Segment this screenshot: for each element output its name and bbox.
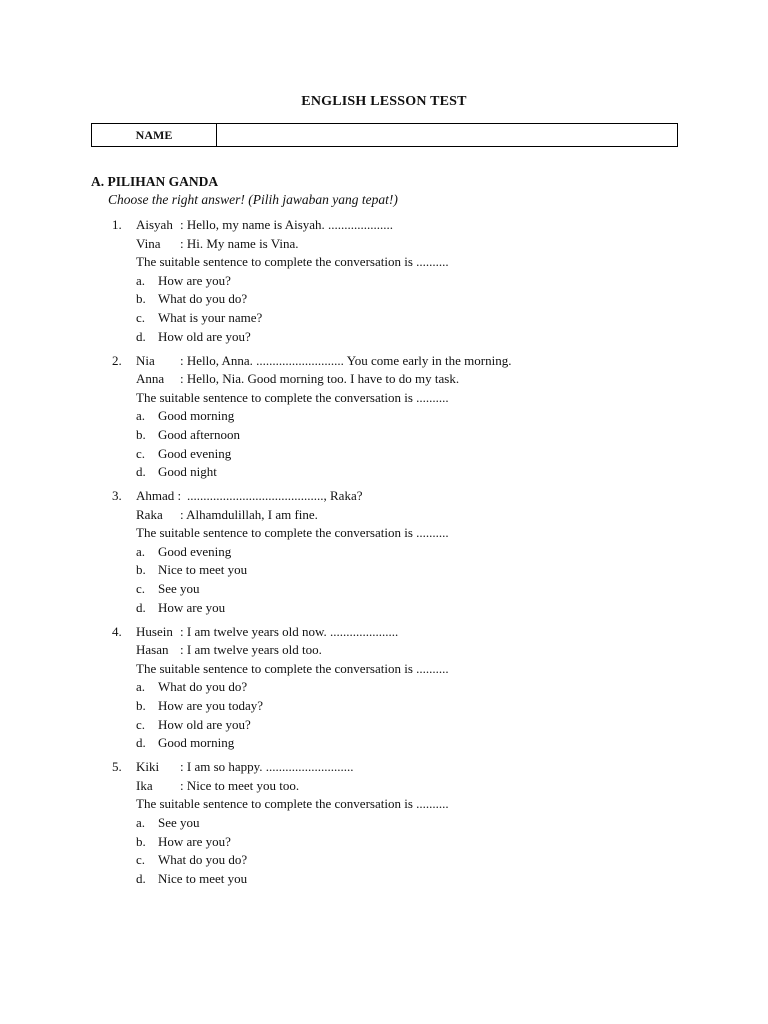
option-letter: a. [136,408,146,424]
answer-option[interactable] [0,561,768,580]
option-letter: c. [136,581,146,597]
option-letter: c. [136,445,146,461]
name-label: NAME [92,124,217,146]
speaker-text: : Nice to meet you too. [180,777,300,793]
answer-option[interactable] [0,290,768,309]
speaker-text: .........................................., Raka? [187,488,363,504]
answer-option[interactable] [0,580,768,599]
option-text: How are you today? [158,698,264,714]
answer-option[interactable] [0,870,768,889]
option-letter: c. [136,716,146,732]
question-number: 2. [112,352,122,368]
dialogue-line [0,758,768,777]
speaker-text: : Alhamdulillah, I am fine. [180,506,318,522]
speaker-text: : Hi. My name is Vina. [180,235,299,251]
answer-option[interactable] [0,328,768,347]
question-number: 4. [112,623,122,639]
question-number: 5. [112,759,122,775]
question-number: 3. [112,488,122,504]
option-text: How are you? [158,833,231,849]
question-item [0,352,768,482]
option-text: Good evening [158,445,232,461]
question-prompt: The suitable sentence to complete the conversation is .......... [136,254,449,270]
question-list [0,216,768,894]
speaker-name: Anna [136,371,165,387]
dialogue-line [0,777,768,796]
speaker-text: : I am twelve years old too. [180,642,322,658]
answer-option[interactable] [0,734,768,753]
name-field[interactable] [217,124,677,146]
dialogue-line [0,352,768,371]
option-text: What do you do? [158,852,248,868]
option-text: Nice to meet you [158,562,248,578]
speaker-name: Husein [136,623,173,639]
speaker-name: Raka [136,506,163,522]
question-item [0,216,768,346]
option-letter: a. [136,814,146,830]
question-number: 1. [112,217,122,232]
question-prompt: The suitable sentence to complete the conversation is .......... [136,796,449,812]
question-prompt: The suitable sentence to complete the conversation is .......... [136,389,449,405]
option-letter: b. [136,426,146,442]
answer-option[interactable] [0,833,768,852]
dialogue-line [0,235,768,254]
option-letter: d. [136,735,146,751]
question-prompt-line [0,389,768,408]
option-text: Good afternoon [158,426,240,442]
answer-option[interactable] [0,426,768,445]
option-text: How old are you? [158,716,251,732]
speaker-text: : I am twelve years old now. ..................... [180,623,399,639]
option-letter: d. [136,328,146,344]
answer-option[interactable] [0,445,768,464]
option-text: Good night [158,464,217,480]
option-text: What do you do? [158,679,248,695]
question-prompt-line [0,524,768,543]
option-text: What do you do? [158,291,248,307]
option-text: Nice to meet you [158,870,248,886]
option-letter: b. [136,698,146,714]
option-letter: c. [136,309,146,325]
option-text: Good evening [158,543,232,559]
answer-option[interactable] [0,716,768,735]
option-text: What is your name? [158,309,263,325]
option-letter: d. [136,599,146,615]
answer-option[interactable] [0,543,768,562]
option-text: How are you [158,599,226,615]
answer-option[interactable] [0,309,768,328]
dialogue-line [0,370,768,389]
question-prompt: The suitable sentence to complete the conversation is .......... [136,525,449,541]
speaker-name: Vina [136,235,161,251]
option-text: Good morning [158,408,235,424]
answer-option[interactable] [0,272,768,291]
speaker-name: Ahmad : [136,488,182,504]
question-item [0,758,768,888]
option-letter: a. [136,272,146,288]
option-letter: b. [136,562,146,578]
answer-option[interactable] [0,678,768,697]
speaker-text: : I am so happy. ........................... [180,759,354,775]
speaker-name: Kiki [136,759,160,775]
speaker-name: Ika [136,777,153,793]
option-text: How are you? [158,272,231,288]
option-text: See you [158,814,200,830]
section-instruction: Choose the right answer! (Pilih jawaban yang tepat!) [108,192,398,207]
option-letter: c. [136,852,146,868]
page-title: ENGLISH LESSON TEST [301,94,467,109]
option-text: See you [158,581,200,597]
dialogue-line [0,487,768,506]
section-heading: A. PILIHAN GANDA [91,174,219,189]
question-gap [0,888,768,893]
speaker-text: : Hello, Nia. Good morning too. I have to do my task. [180,371,460,387]
answer-option[interactable] [0,851,768,870]
answer-option[interactable] [0,463,768,482]
option-letter: a. [136,543,146,559]
dialogue-line [0,623,768,642]
option-letter: d. [136,464,146,480]
answer-option[interactable] [0,697,768,716]
question-prompt-line [0,795,768,814]
answer-option[interactable] [0,814,768,833]
option-letter: b. [136,291,146,307]
question-prompt: The suitable sentence to complete the conversation is .......... [136,660,449,676]
option-letter: a. [136,679,146,695]
dialogue-line [0,506,768,525]
option-text: Good morning [158,735,235,751]
name-table [91,123,678,147]
answer-option[interactable] [0,407,768,426]
dialogue-line [0,641,768,660]
speaker-name: Aisyah [136,217,173,232]
option-letter: b. [136,833,146,849]
dialogue-line [0,216,768,235]
answer-option[interactable] [0,599,768,618]
option-text: How old are you? [158,328,251,344]
question-item [0,623,768,753]
option-letter: d. [136,870,146,886]
question-prompt-line [0,660,768,679]
speaker-text: : Hello, Anna. ........................... You come early in the morning. [180,352,512,368]
speaker-name: Hasan [136,642,169,658]
speaker-name: Nia [136,352,155,368]
question-prompt-line [0,253,768,272]
speaker-text: : Hello, my name is Aisyah. .................... [180,217,394,232]
question-item [0,487,768,617]
